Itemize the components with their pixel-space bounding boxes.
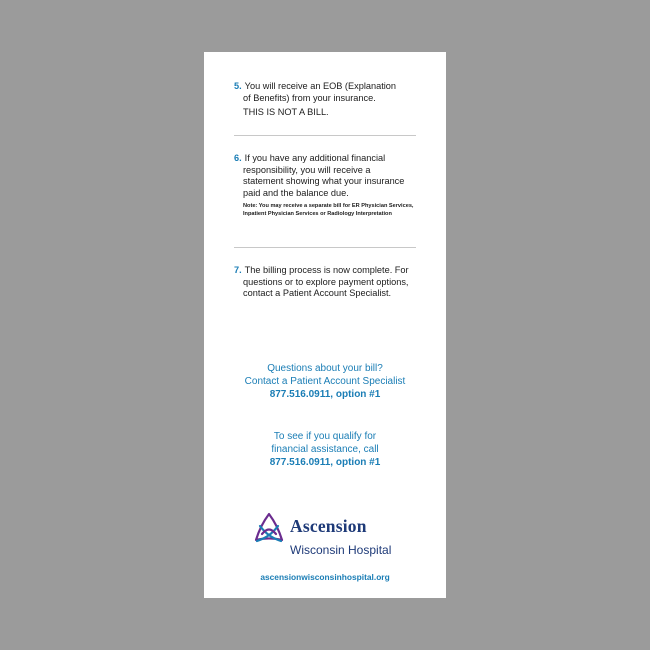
step-number: 7. [234,265,242,275]
step-text-line: questions or to explore payment options, [243,276,409,287]
step-number: 6. [234,153,242,163]
ascension-logo-icon [252,512,286,544]
step-number: 5. [234,81,242,91]
section-divider [234,247,416,248]
step-5 [234,81,414,119]
brochure-panel [204,52,446,598]
assistance-line: To see if you qualify for [273,431,377,442]
contact-specialist-line: Contact a Patient Account Specialist [244,376,406,387]
step-text-line: paid and the balance due. [243,187,349,198]
brand-subtitle: Wisconsin Hospital [290,543,392,557]
contact-question: Questions about your bill? [267,363,383,374]
step-7 [234,265,414,300]
step-text-line: contact a Patient Account Specialist. [243,288,392,299]
section-divider [234,135,416,136]
step-text-line: responsibility, you will receive a [243,164,371,175]
not-a-bill-text: THIS IS NOT A BILL. [243,107,329,118]
financial-assistance-block [204,430,446,469]
step-text-line: If you have any additional financial [244,153,386,163]
step-text-line: The billing process is now complete. For [244,265,409,275]
ascension-logo [252,512,412,562]
assistance-line: financial assistance, call [271,444,379,455]
step-text-line: statement showing what your insurance [243,176,405,187]
billing-contact-block [204,362,446,401]
step-note: Note: You may receive a separate bill for ER Physician Services, Inpatient Physician Services or Radiology Interpretation [243,203,414,217]
contact-phone: 877.516.0911, option #1 [269,389,381,400]
step-text-line: of Benefits) from your insurance. [243,92,376,103]
step-6 [234,153,414,219]
step-text-line: You will receive an EOB (Explanation [244,81,397,91]
website-link[interactable]: ascensionwisconsinhospital.org [260,572,390,582]
assistance-phone: 877.516.0911, option #1 [269,457,381,468]
brand-name: Ascension [290,516,367,536]
